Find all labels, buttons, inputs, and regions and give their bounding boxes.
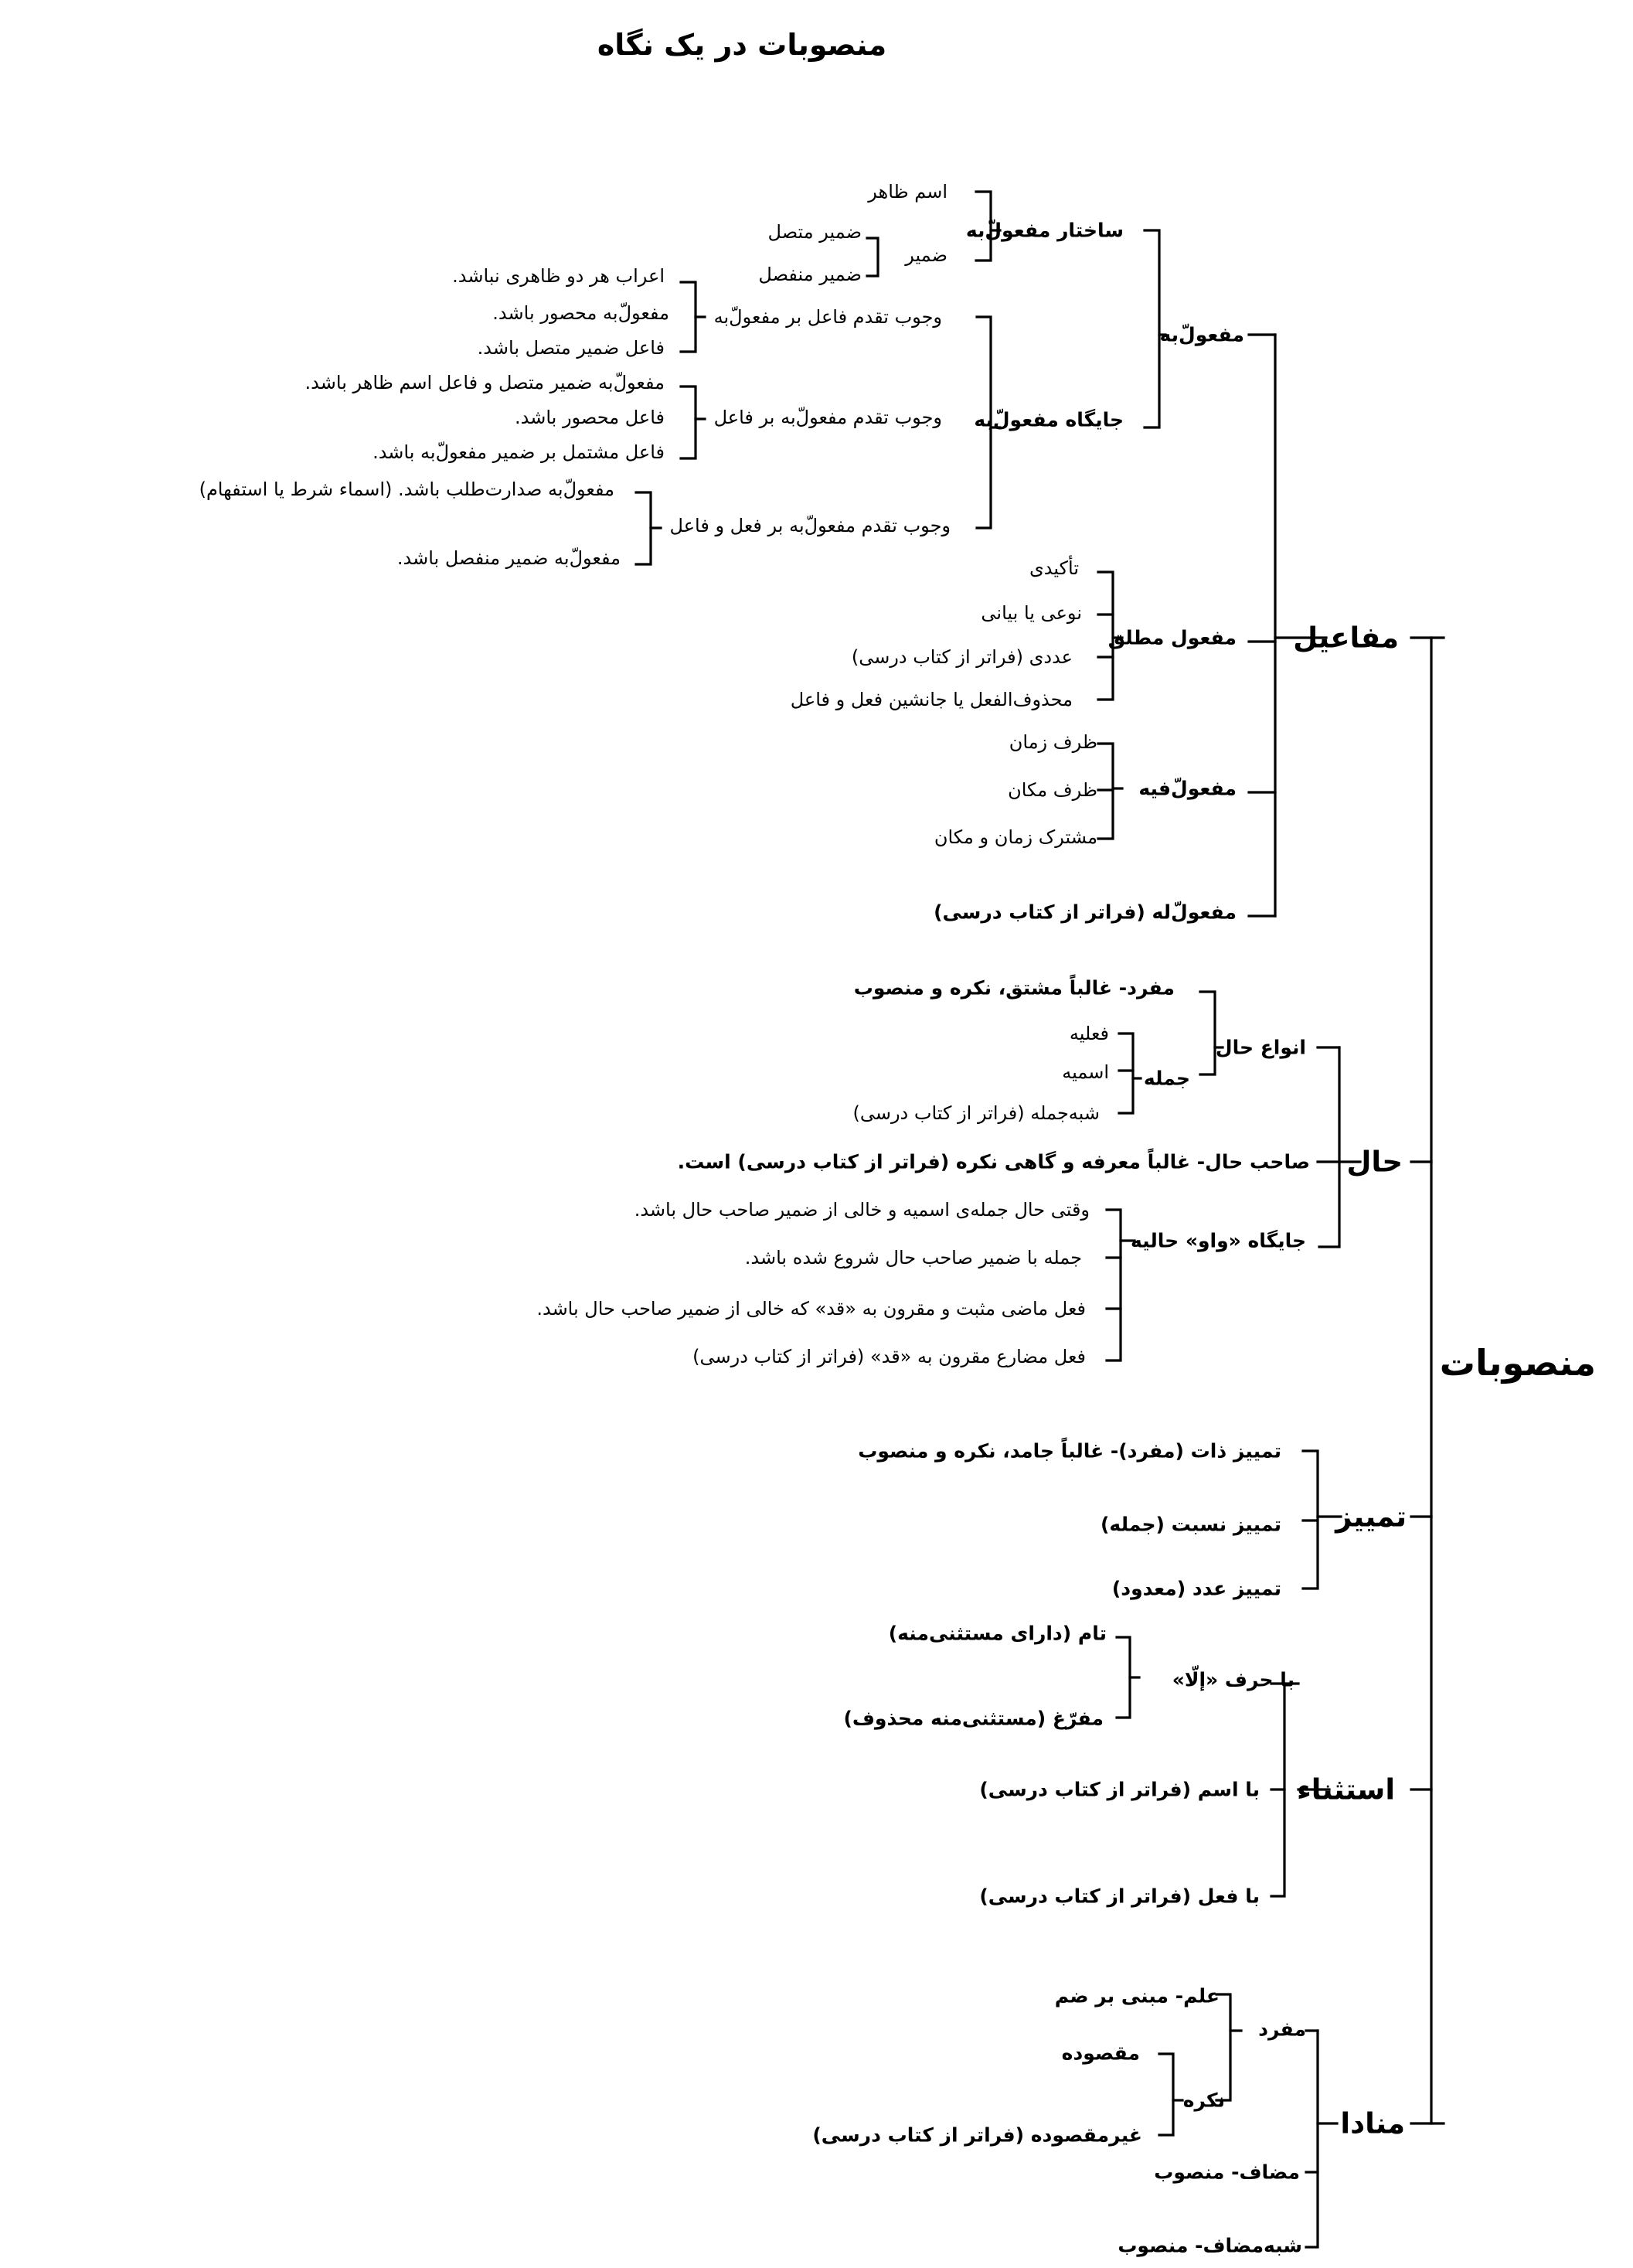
- monada-bracket: [1306, 2031, 1318, 2247]
- node-feeh: مفعولّ‌فیه: [1138, 777, 1237, 800]
- page-title: منصوبات در یک نگاه: [597, 28, 887, 62]
- leaf-jomleh-1: فعلیه: [1069, 1023, 1109, 1044]
- leaf-jomleh-3: شبه‌جمله (فراتر از کتاب درسی): [852, 1102, 1100, 1124]
- nakareh-bracket: [1159, 2054, 1173, 2135]
- node-nakareh: نکره: [1182, 2089, 1225, 2112]
- leaf-hal-mofrad: مفرد- غالباً مشتق، نکره و منصوب: [853, 976, 1175, 999]
- leaf-mafool-bar-fel-2: مفعولّ‌به ضمیر منفصل باشد.: [396, 547, 621, 569]
- node-monada-mofrad: مفرد: [1258, 2018, 1306, 2041]
- leaf-motlaq-4: محذوف‌الفعل یا جانشین فعل و فاعل: [790, 689, 1073, 710]
- leaf-mafool-bar-fael-3: فاعل مشتمل بر ضمیر مفعولّ‌به باشد.: [373, 441, 665, 463]
- node-monada: منادا: [1340, 2106, 1405, 2140]
- node-mafool-bar-fael: وجوب تقدم مفعولّ‌به بر فاعل: [713, 407, 942, 428]
- anva-bracket: [1200, 992, 1215, 1074]
- zamir-bracket: [867, 238, 878, 276]
- leaf-fael-bar-mafool-3: فاعل ضمیر متصل باشد.: [477, 337, 665, 359]
- mafool-bar-fel-bracket: [636, 492, 651, 564]
- leaf-motlaq-1: تأکیدی: [1029, 557, 1079, 579]
- node-tamyiz: تمییز: [1335, 1500, 1407, 1534]
- leaf-fael-bar-mafool-2: مفعولّ‌به محصور باشد.: [492, 302, 669, 324]
- node-zamir: ضمیر: [905, 244, 947, 266]
- leaf-estesna-esm: با اسم (فراتر از کتاب درسی): [979, 1778, 1260, 1801]
- leaf-mozaf: مضاف- منصوب: [1154, 2161, 1300, 2184]
- node-mafool-bar-fel: وجوب تقدم مفعولّ‌به بر فعل و فاعل: [669, 515, 951, 536]
- hal-bracket: [1319, 1047, 1339, 1247]
- node-mafaeel: مفاعیل: [1293, 621, 1399, 655]
- leaf-feeh-2: ظرف مکان: [1008, 779, 1097, 801]
- jomleh-bracket: [1119, 1034, 1133, 1113]
- leaf-mafool-bar-fel-1: مفعولّ‌به صدارت‌طلب باشد. (اسماء شرط یا استفهام): [199, 478, 614, 500]
- leaf-jomleh-2: اسمیه: [1062, 1061, 1109, 1083]
- leaf-mafool-bar-fael-1: مفعولّ‌به ضمیر متصل و فاعل اسم ظاهر باشد.: [304, 372, 665, 393]
- leaf-shebh-mozaf: شبه‌مضاف- منصوب: [1118, 2234, 1302, 2257]
- node-hal: حال: [1346, 1145, 1403, 1179]
- root-node-mansoobat: منصوبات: [1439, 1342, 1596, 1384]
- leaf-motlaq-3: عددی (فراتر از کتاب درسی): [851, 646, 1073, 668]
- leaf-feeh-3: مشترک زمان و مکان: [934, 826, 1097, 848]
- leaf-motlaq-2: نوعی یا بیانی: [981, 602, 1082, 624]
- node-anva: انواع حال: [1215, 1036, 1306, 1059]
- node-jaygah: جایگاه مفعولّ‌به: [974, 408, 1124, 431]
- ella-bracket: [1117, 1637, 1130, 1718]
- leaf-vav-1: وقتی حال جمله‌ی اسمیه و خالی از ضمیر صاحب حال باشد.: [634, 1199, 1090, 1221]
- leaf-alam: علم- مبنی بر ضم: [1054, 1984, 1220, 2007]
- mafoolbeh-bracket: [1145, 230, 1159, 427]
- node-jomleh: جمله: [1143, 1067, 1190, 1090]
- leaf-ella-1: تام (دارای مستثنی‌منه): [888, 1622, 1107, 1645]
- node-sakhtar: ساختار مفعولّ‌به: [965, 219, 1124, 242]
- node-fael-bar-mafool: وجوب تقدم فاعل بر مفعولّ‌به: [713, 306, 942, 328]
- mafool-bar-fael-bracket: [681, 387, 696, 458]
- leaf-tamyiz-2: تمییز نسبت (جمله): [1100, 1513, 1281, 1536]
- leaf-zamir-mottasel: ضمیر متصل: [767, 221, 862, 243]
- leaf-nakareh-1: مقصوده: [1061, 2042, 1140, 2065]
- vav-bracket: [1107, 1210, 1121, 1360]
- node-lah: مفعولّ‌له (فراتر از کتاب درسی): [934, 901, 1237, 924]
- node-estesna: استثناء: [1296, 1773, 1395, 1807]
- leaf-zamir-monfasel: ضمیر منفصل: [758, 264, 862, 285]
- leaf-tamyiz-1: تمییز ذات (مفرد)- غالباً جامد، نکره و منصوب: [858, 1439, 1281, 1463]
- leaf-vav-4: فعل مضارع مقرون به «قد» (فراتر از کتاب درسی): [692, 1346, 1086, 1367]
- leaf-nakareh-2: غیرمقصوده (فراتر از کتاب درسی): [812, 2123, 1142, 2147]
- leaf-vav-3: فعل ماضی مثبت و مقرون به «قد» که خالی از ضمیر صاحب حال باشد.: [536, 1298, 1086, 1320]
- leaf-saheb-hal: صاحب حال- غالباً معرفه و گاهی نکره (فراتر از کتاب درسی) است.: [677, 1150, 1310, 1173]
- node-vav: جایگاه «واو» حالیه: [1131, 1229, 1306, 1252]
- leaf-tamyiz-3: تمییز عدد (معدود): [1111, 1577, 1281, 1600]
- leaf-mafool-bar-fael-2: فاعل محصور باشد.: [514, 407, 665, 428]
- node-motlaq: مفعول مطلق: [1107, 626, 1237, 649]
- mofrad-bracket: [1216, 1994, 1230, 2100]
- node-mafoolbeh: مفعولّ‌به: [1159, 323, 1244, 346]
- leaf-ella-2: مفرّغ (مستثنی‌منه محذوف): [843, 1707, 1104, 1730]
- fael-bar-mafool-bracket: [681, 282, 696, 352]
- node-ella: با حرف «إلّا»: [1172, 1668, 1294, 1691]
- leaf-esm-zaher: اسم ظاهر: [868, 181, 947, 203]
- leaf-vav-2: جمله با ضمیر صاحب حال شروع شده باشد.: [744, 1247, 1082, 1269]
- leaf-fael-bar-mafool-1: اعراب هر دو ظاهری نباشد.: [452, 265, 665, 287]
- leaf-feeh-1: ظرف زمان: [1009, 731, 1097, 753]
- leaf-estesna-fel: با فعل (فراتر از کتاب درسی): [979, 1885, 1260, 1908]
